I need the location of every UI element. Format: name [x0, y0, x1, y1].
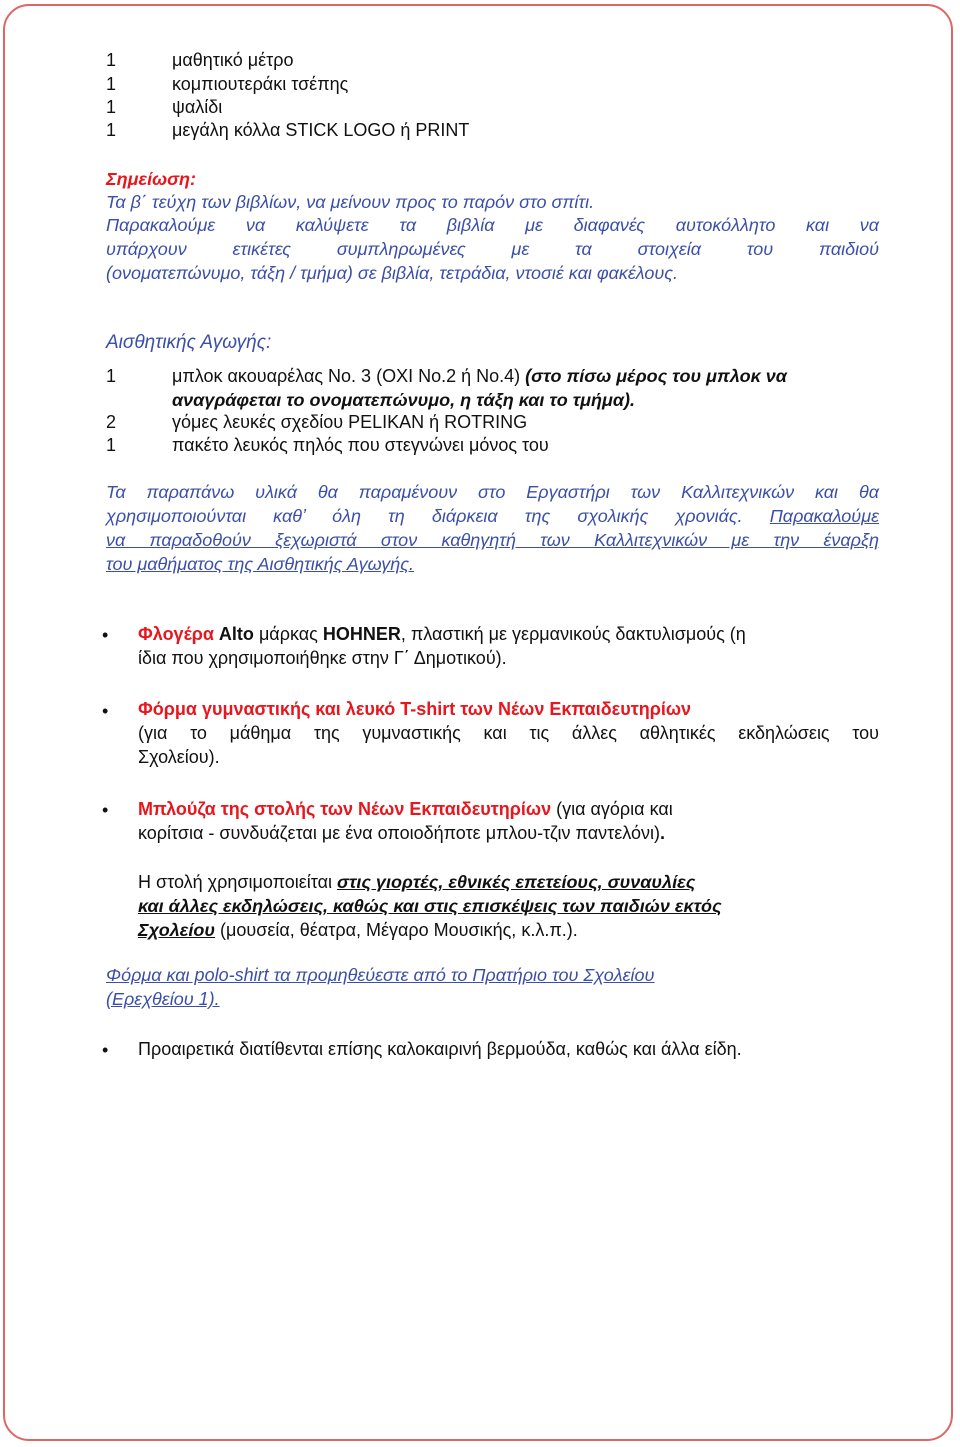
highlight: Alto — [218, 624, 254, 644]
art-paragraph-line: Τα παραπάνω υλικά θα παραμένουν στο Εργαστήρι των Καλλιτεχνικών και θα — [106, 482, 879, 502]
uniform-usage — [138, 870, 879, 942]
note-line: υπάρχουν ετικέτες συμπληρωμένες με τα στοιχεία του παιδιού — [106, 239, 879, 259]
list-item: κομπιουτεράκι τσέπης — [172, 74, 349, 94]
art-paragraph-line: να παραδοθούν ξεχωριστά στον καθηγητή των Καλλιτεχνικών με την έναρξη — [106, 530, 879, 550]
art-paragraph-line: του μαθήματος της Αισθητικής Αγωγής. — [106, 554, 415, 574]
paragraph-underlined: Παρακαλούμε — [769, 506, 879, 526]
art-heading: Αισθητικής Αγωγής: — [106, 332, 272, 353]
text: Σχολείου). — [138, 747, 220, 767]
highlight: στις γιορτές, εθνικές επετείους, συναυλίες — [337, 872, 696, 892]
list-item: πακέτο λευκός πηλός που στεγνώνει μόνος του — [172, 435, 549, 455]
text: (μουσεία, θέατρα, Μέγαρο Μουσικής, κ.λ.π.). — [215, 920, 578, 940]
text: μάρκας — [258, 624, 318, 644]
shop-text: Φόρμα και polo-shirt τα προμηθεύεστε από το Πρατήριο του Σχολείου — [106, 965, 655, 985]
highlight: HOHNER — [322, 624, 401, 644]
art-paragraph-line — [106, 505, 879, 527]
qty: 1 — [106, 366, 117, 386]
highlight: Φόρμα γυμναστικής και λευκό T-shirt των Νέων Εκπαιδευτηρίων — [138, 699, 692, 719]
bullet-icon: • — [102, 800, 109, 820]
shop-note — [106, 988, 220, 1010]
text: , πλαστική με γερμανικούς δακτυλισμούς (η — [400, 624, 746, 644]
highlight: Σχολείου — [138, 920, 216, 940]
list-item: μαθητικό μέτρο — [172, 50, 294, 70]
text: (για το μάθημα της γυμναστικής και τις άλλες αθλητικές εκδηλώσεις του — [138, 723, 879, 743]
highlight: Μπλούζα της στολής των Νέων Εκπαιδευτηρίων — [138, 799, 552, 819]
list-item: ψαλίδι — [172, 97, 223, 117]
qty: 1 — [106, 74, 117, 94]
highlight: Φλογέρα — [138, 624, 214, 644]
bullet-icon: • — [102, 625, 109, 645]
highlight: και άλλες εκδηλώσεις, καθώς και στις επισκέψεις των παιδιών εκτός — [138, 896, 722, 916]
item-note: αναγράφεται το ονοματεπώνυμο, η τάξη και το τμήμα). — [172, 390, 635, 410]
qty: 1 — [106, 120, 117, 140]
qty: 1 — [106, 435, 117, 455]
list-item: μεγάλη κόλλα STICK LOGO ή PRINT — [172, 120, 470, 140]
shop-note — [106, 964, 654, 986]
bullet-item-gym — [138, 697, 879, 769]
note-line: (ονοματεπώνυμο, τάξη / τμήμα) σε βιβλία, τετράδια, ντοσιέ και φακέλους. — [106, 263, 679, 283]
item-text: μπλοκ ακουαρέλας No. 3 (ΟΧΙ No.2 ή No.4) — [172, 366, 521, 386]
list-item: γόμες λευκές σχεδίου PELIKAN ή ROTRING — [172, 412, 528, 432]
list-item — [172, 365, 787, 387]
note-heading: Σημείωση: — [106, 169, 197, 189]
text: ίδια που χρησιμοποιήθηκε στην Γ΄ Δημοτικού). — [138, 648, 507, 668]
bullet-item-optional: Προαιρετικά διατίθενται επίσης καλοκαιρινή βερμούδα, καθώς και άλλα είδη. — [138, 1039, 742, 1059]
qty: 1 — [106, 50, 117, 70]
bullet-icon: • — [102, 701, 109, 721]
bullet-item-uniform — [138, 797, 879, 845]
shop-text: (Ερεχθείου 1). — [106, 989, 220, 1009]
bullet-icon: • — [102, 1040, 109, 1060]
note-line: Παρακαλούμε να καλύψετε τα βιβλία με διαφανές αυτοκόλλητο και να — [106, 215, 879, 235]
text: . — [659, 823, 665, 843]
text: κορίτσια - συνδυάζεται με ένα οποιοδήποτε μπλου-τζιν παντελόνι) — [138, 823, 660, 843]
qty: 2 — [106, 412, 117, 432]
bullet-item-recorder — [138, 622, 879, 670]
note-line: Τα β΄ τεύχη των βιβλίων, να μείνουν προς το παρόν στο σπίτι. — [106, 192, 595, 212]
paragraph-text: χρησιμοποιούνται καθ’ όλη τη διάρκεια της σχολικής χρονιάς. — [106, 506, 743, 526]
text: (για αγόρια και — [551, 799, 673, 819]
qty: 1 — [106, 97, 117, 117]
text: Η στολή χρησιμοποιείται — [138, 872, 338, 892]
item-note: (στο πίσω μέρος του μπλοκ να — [525, 366, 787, 386]
